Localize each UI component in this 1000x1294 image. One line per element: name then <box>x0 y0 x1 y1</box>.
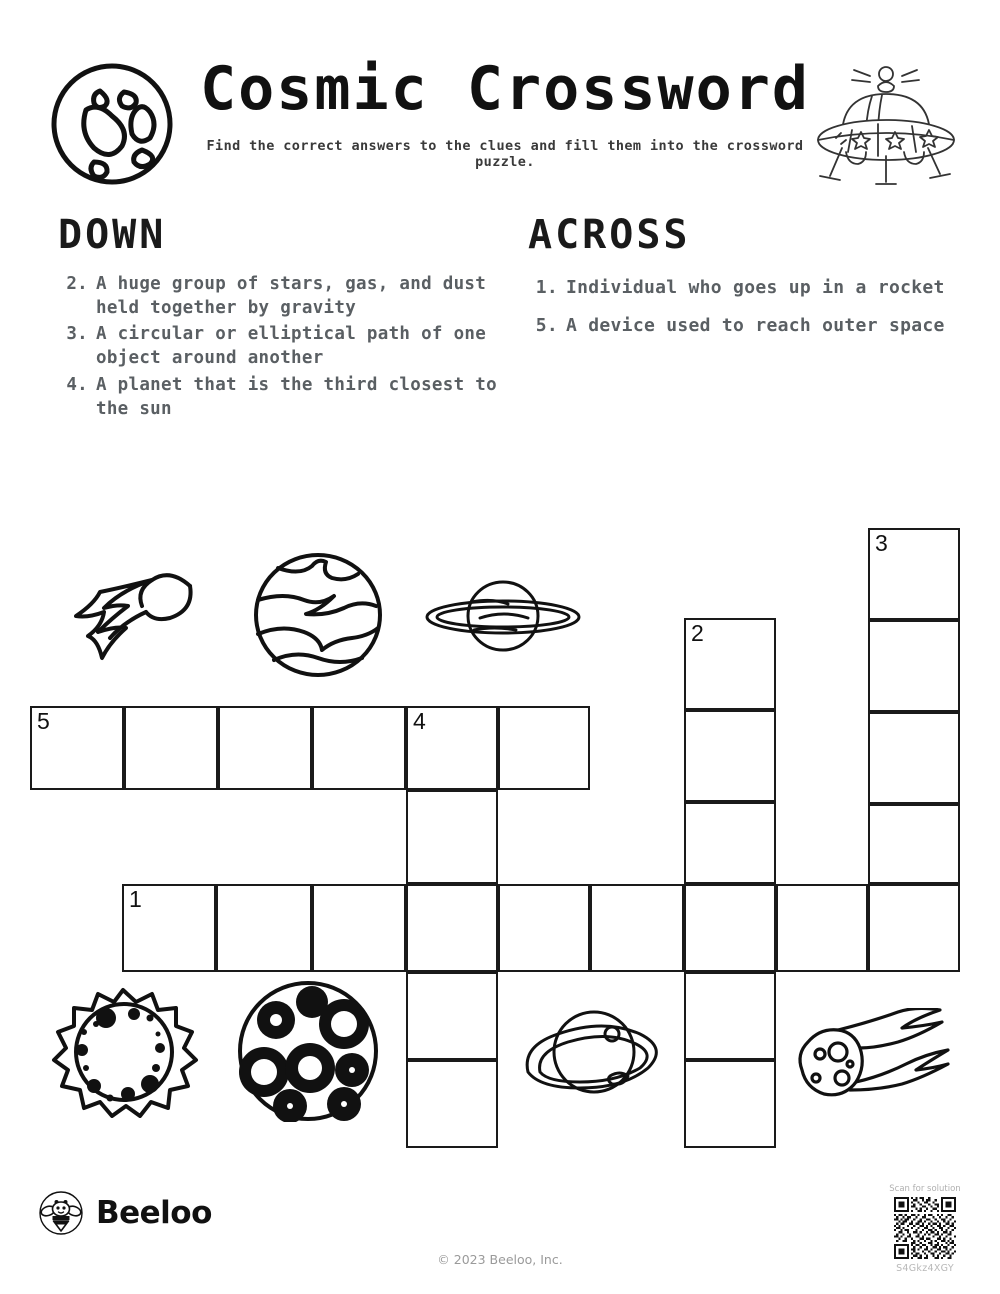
grid-cell[interactable] <box>590 884 684 972</box>
ufo-icon <box>808 52 963 192</box>
clue-text: Individual who goes up in a rocket <box>566 277 945 298</box>
page-title: Cosmic Crossword <box>200 54 810 124</box>
clue-text: A circular or elliptical path of one object around another <box>96 324 487 369</box>
cell-number: 2 <box>691 620 704 646</box>
clues-down-list <box>58 272 528 421</box>
grid-cell[interactable] <box>684 1060 776 1148</box>
page-footer <box>0 1180 1000 1294</box>
grid-cell-numbered[interactable] <box>406 706 498 790</box>
brand <box>38 1190 212 1236</box>
grid-cell[interactable] <box>684 802 776 884</box>
copyright-text: © 2023 Beeloo, Inc. <box>437 1252 563 1267</box>
clue-item <box>58 373 528 421</box>
clues-across <box>528 212 948 347</box>
page-subtitle: Find the correct answers to the clues and fill them into the crossword puzzle. <box>206 138 804 170</box>
grid-cell-numbered[interactable] <box>684 618 776 710</box>
asteroid-icon <box>790 1008 960 1112</box>
grid-cell[interactable] <box>216 884 312 972</box>
grid-cell[interactable] <box>312 884 406 972</box>
grid-cell[interactable] <box>684 884 776 972</box>
clues-down <box>58 212 528 423</box>
cell-number: 1 <box>129 886 142 912</box>
clue-number: 5. <box>535 314 558 336</box>
page-header <box>0 0 1000 200</box>
qr-id: S4Gkz4XGY <box>896 1263 954 1274</box>
crossword-grid <box>0 470 1000 1170</box>
comet-icon <box>58 560 198 670</box>
brand-name: Beeloo <box>96 1195 212 1231</box>
grid-cell[interactable] <box>868 884 960 972</box>
cell-number: 4 <box>413 708 426 734</box>
qr-block <box>866 1184 984 1274</box>
clue-item <box>528 272 948 304</box>
grid-cell-numbered[interactable] <box>122 884 216 972</box>
grid-cell[interactable] <box>406 884 498 972</box>
grid-cell[interactable] <box>498 884 590 972</box>
clue-text: A huge group of stars, gas, and dust held together by gravity <box>96 274 487 319</box>
grid-cell[interactable] <box>868 712 960 804</box>
clues-down-heading: DOWN <box>58 212 167 258</box>
grid-cell[interactable] <box>124 706 218 790</box>
clues-across-list <box>528 272 948 341</box>
planet-icon <box>46 58 178 190</box>
grid-cell[interactable] <box>498 706 590 790</box>
clue-item <box>528 310 948 342</box>
sun-icon <box>44 986 202 1118</box>
grid-cell[interactable] <box>684 972 776 1060</box>
grid-cell[interactable] <box>406 972 498 1060</box>
grid-cell[interactable] <box>406 790 498 884</box>
grid-cell[interactable] <box>312 706 406 790</box>
clues-across-heading: ACROSS <box>528 212 691 258</box>
qr-label: Scan for solution <box>889 1184 961 1194</box>
clue-text: A device used to reach outer space <box>566 314 945 336</box>
clue-item <box>58 322 528 370</box>
crater-moon-icon <box>228 980 388 1122</box>
clue-number: 3. <box>66 324 88 345</box>
cell-number: 5 <box>37 708 50 734</box>
clue-number: 1. <box>535 277 558 298</box>
bee-logo-icon <box>38 1190 84 1236</box>
grid-cell-numbered[interactable] <box>868 528 960 620</box>
cell-number: 3 <box>875 530 888 556</box>
grid-cell[interactable] <box>868 804 960 884</box>
grid-cell[interactable] <box>868 620 960 712</box>
grid-cell[interactable] <box>406 1060 498 1148</box>
striped-planet-icon <box>248 552 388 678</box>
clue-item <box>58 272 528 320</box>
saturn-icon <box>512 1010 672 1104</box>
grid-cell[interactable] <box>684 710 776 802</box>
grid-cell[interactable] <box>218 706 312 790</box>
grid-cell[interactable] <box>776 884 868 972</box>
clue-text: A planet that is the third closest to the sun <box>96 374 497 419</box>
clue-number: 2. <box>66 274 88 294</box>
ringed-planet-icon <box>424 580 582 652</box>
grid-cell-numbered[interactable] <box>30 706 124 790</box>
qr-code-icon[interactable] <box>894 1197 956 1259</box>
clue-number: 4. <box>66 374 88 395</box>
